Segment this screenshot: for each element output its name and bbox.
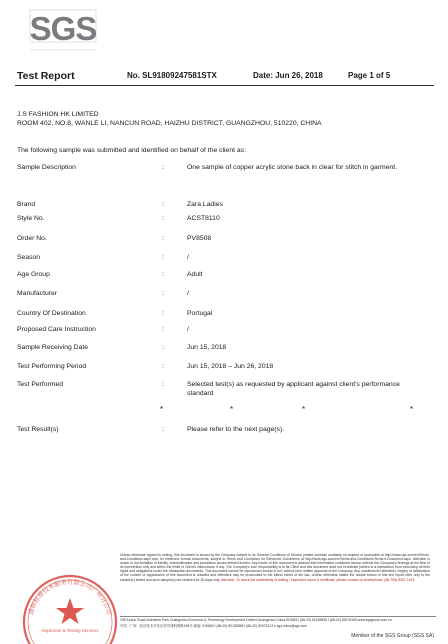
- field-colon: :: [162, 426, 164, 433]
- disclaimer-body: Unless otherwise agreed in writing, this document is issued by the Company subject to its General Conditions of Service printed overleaf, available on request or accessible at http://www.sgs.com/en/Terms-and-Conditions.aspx and, for electronic format documents, subject to Terms and Conditions for Electronic Documents at http://www.sgs.com/en/Terms-and-Conditions/Terms-e-Document.aspx. Attention is drawn to the limitation of liability, indemnification and jurisdiction issues defined therein. Any holder of this document is advised that information contained hereon reflects the Company's findings at the time of its intervention only and within the limits of Client's instructions, if any. The Company's sole responsibility is to its Client and this document does not exonerate parties to a transaction from exercising all their rights and obligations under the transaction documents. This document cannot be reproduced except in full, without prior written approval of the Company. Any unauthorized alteration, forgery or falsification of the content or appearance of this document is unlawful and offenders may be prosecuted to the fullest extent of the law. Unless otherwise stated the results shown in this test report refer only to the sample(s) tested and such sample(s) are retained for 30 days only.: [120, 553, 430, 582]
- field-label: Manufacturer: [17, 290, 58, 297]
- field-colon: :: [162, 215, 164, 222]
- field-value: Jun 15, 2018 – Jun 26, 2018: [187, 363, 274, 370]
- field-label: Season: [17, 254, 41, 261]
- field-label: Test Result(s): [17, 426, 59, 433]
- field-value: Selected test(s) as requested by applicant against client's performance standard: [187, 381, 400, 397]
- separator-dot: *: [160, 405, 164, 414]
- member-text: Member of the SGS Group (SGS SA): [351, 633, 434, 639]
- field-value: PV8508: [187, 235, 212, 242]
- client-address: ROOM 402, NO.8, WANLE LI, NANCUN ROAD, HAIZHU DISTRICT, GUANGZHOU, 510220, CHINA: [17, 120, 322, 127]
- field-label: Sample Description: [17, 164, 76, 171]
- report-title: Test Report: [17, 70, 75, 82]
- separator-dot: *: [230, 405, 234, 414]
- field-colon: :: [162, 235, 164, 242]
- field-colon: :: [162, 310, 164, 317]
- sgs-logo: [28, 6, 98, 58]
- field-colon: :: [162, 363, 164, 370]
- field-colon: :: [162, 290, 164, 297]
- field-label: Order No.: [17, 235, 47, 242]
- header-divider: [15, 85, 434, 86]
- separator-dot: *: [410, 405, 414, 414]
- field-colon: :: [162, 326, 164, 333]
- report-date: Date: Jun 26, 2018: [253, 71, 323, 80]
- field-label: Test Performing Period: [17, 363, 87, 370]
- field-colon: :: [162, 254, 164, 261]
- field-value: One sample of copper acrylic stone back in clear for stitch in garment.: [187, 164, 398, 171]
- field-value: Please refer to the next page(s).: [187, 426, 285, 433]
- field-colon: :: [162, 201, 164, 208]
- report-header: [15, 70, 434, 86]
- field-label: Brand: [17, 201, 36, 208]
- field-value: /: [187, 254, 189, 261]
- address-english: 198 Kezhu Road,Scientech Park Guangzhou Economic & Technology Development District,Guangzhou,China 510663 t (86-20) 82155555 f (86-20) 82075190 www.sgsgroup.com.cn: [120, 618, 392, 622]
- separator-dot: *: [302, 405, 306, 414]
- field-value: Adult: [187, 271, 203, 278]
- address-chinese: 中国 · 广州 · 经济技术开发区科学城科珠路198号 邮编: 510663 t (86-20) 82155555 f (86-20) 82075113 e sgs.china@sgs.com: [120, 624, 308, 628]
- company-seal-stamp: [10, 560, 130, 644]
- field-colon: :: [162, 164, 164, 171]
- field-colon: :: [162, 344, 164, 351]
- field-value: Portugal: [187, 310, 213, 317]
- field-label: Test Performed: [17, 381, 64, 388]
- field-label: Country Of Destination: [17, 310, 86, 317]
- client-block: [17, 110, 322, 128]
- field-colon: :: [162, 381, 164, 388]
- field-value: ACST8110: [187, 215, 220, 222]
- attention-text: Attention: To check the authenticity of testing / inspection report & certificate, please contact us at telephone: (86-755) 8307 1443,: [220, 577, 416, 582]
- svg-text:通标标准技术服务有限公司广州分公司: 通标标准技术服务有限公司广州分公司: [27, 579, 113, 616]
- sgs-logo-text: SGS: [29, 10, 97, 47]
- client-name: J.S FASHION HK LIMITED: [17, 111, 99, 118]
- footer-divider: [120, 616, 436, 617]
- field-label: Sample Receiving Date: [17, 344, 89, 351]
- field-colon: :: [162, 271, 164, 278]
- page-indicator: Page 1 of 5: [348, 71, 391, 80]
- disclaimer-text: [120, 553, 430, 582]
- field-value: Jun 15, 2018: [187, 344, 227, 351]
- field-value: /: [187, 326, 189, 333]
- field-label: Proposed Care Instruction: [17, 326, 96, 333]
- seal-center-text: Inspection & Testing Services: [41, 628, 99, 633]
- field-value: Zara Ladies: [187, 201, 223, 208]
- intro-text: The following sample was submitted and identified on behalf of the client as:: [17, 147, 246, 154]
- field-label: Style No.: [17, 215, 45, 222]
- report-number: No. SL91809247581STX: [127, 71, 217, 80]
- seal-star-icon: [56, 598, 84, 624]
- field-value: /: [187, 290, 189, 297]
- field-label: Age Group: [17, 271, 50, 278]
